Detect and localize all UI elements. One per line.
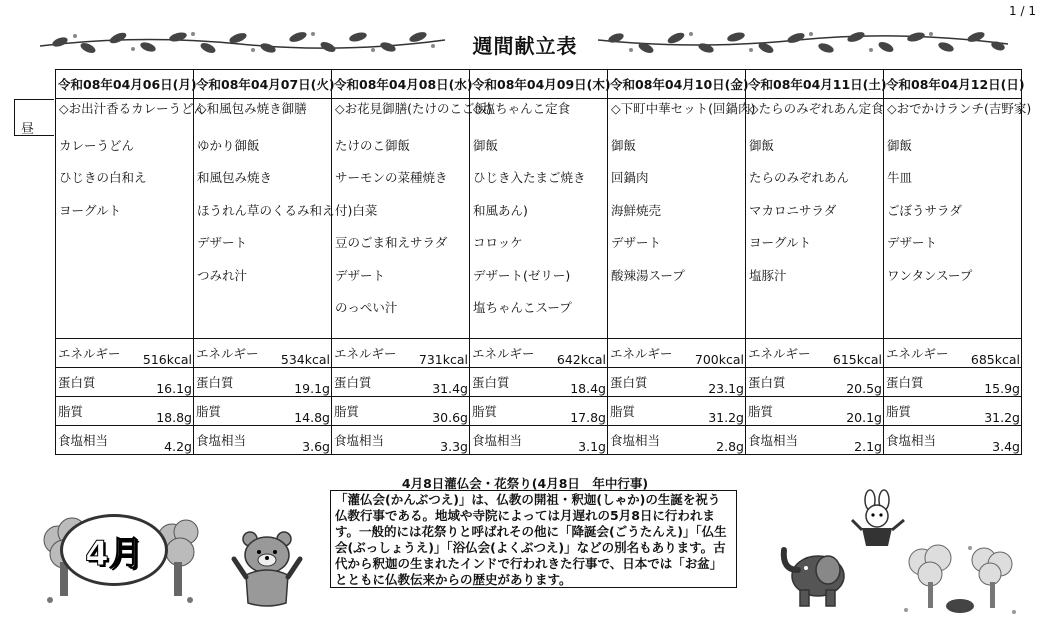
day-date: 令和08年04月11日(土) <box>746 70 884 99</box>
nutrient-label: 蛋白質 <box>332 368 406 397</box>
dish-item: ◇下町中華セット(回鍋肉) <box>611 101 756 116</box>
nutrient-label: エネルギー <box>56 339 130 368</box>
dish-item: 御飯 <box>473 137 499 153</box>
weekly-menu-table <box>55 69 1032 455</box>
energy-value: 731kcal <box>406 339 470 368</box>
dish-item: ◇お出汁香るカレーうどん <box>59 101 207 116</box>
event-notice-box: 「灌仏会(かんぶつえ)」は、仏教の開祖・釈迦(しゃか)の生誕を祝う仏教行事である。地域や寺院によっては月遅れの5月8日に行われます。一般的には花祭りと呼ばれその他に「降誕会(ごうたんえ)」「仏生会(ぶっしょうえ)」「浴仏会(よくぶつえ)」などの別名もあります。古代から釈迦の生まれたインドで行われきた行事で、日本では「お盆」とともに仏教伝来からの歴史があります。 <box>330 490 737 588</box>
protein-value: 20.5g <box>820 368 884 397</box>
nutrient-label: 蛋白質 <box>884 368 958 397</box>
salt-row <box>56 426 1022 455</box>
dish-item: つみれ汁 <box>197 267 248 283</box>
energy-value: 642kcal <box>544 339 608 368</box>
energy-value: 516kcal <box>130 339 194 368</box>
dish-item: ◇和風包み焼き御膳 <box>197 101 307 116</box>
dish-item: ヨーグルト <box>749 235 812 250</box>
day-dishes <box>470 99 608 339</box>
dish-item: ヨーグルト <box>59 202 122 218</box>
protein-value: 15.9g <box>958 368 1022 397</box>
nutrient-label: エネルギー <box>470 339 544 368</box>
nutrient-label: 蛋白質 <box>194 368 268 397</box>
dish-item: ワンタンスープ <box>887 267 973 283</box>
nutrient-label: 蛋白質 <box>56 368 130 397</box>
dish-item: たらのみぞれあん <box>749 170 850 185</box>
fat-row <box>56 397 1022 426</box>
dish-item: ◇たらのみぞれあん定食 <box>749 101 884 116</box>
nutrient-label: 脂質 <box>746 397 820 426</box>
dish-item: カレーうどん <box>59 137 135 153</box>
energy-value: 534kcal <box>268 339 332 368</box>
dish-item: コロッケ <box>473 235 523 250</box>
fat-value: 20.1g <box>820 397 884 426</box>
energy-value: 685kcal <box>958 339 1022 368</box>
dish-item: 回鍋肉 <box>611 170 649 185</box>
day-date: 令和08年04月09日(木) <box>470 70 608 99</box>
dish-item: たけのこ御飯 <box>335 137 411 153</box>
nutrient-label: 食塩相当 <box>194 426 268 455</box>
dish-item: 塩ちゃんこスープ <box>473 300 572 315</box>
day-dishes <box>884 99 1032 339</box>
rabbit-illustration <box>848 490 908 552</box>
page-number: 1 / 1 <box>1009 4 1036 18</box>
nutrient-label: 脂質 <box>470 397 544 426</box>
nutrient-label: 食塩相当 <box>56 426 130 455</box>
dish-item: ◇塩ちゃんこ定食 <box>473 101 571 116</box>
nutrient-label: 食塩相当 <box>470 426 544 455</box>
dish-item: サーモンの菜種焼き <box>335 170 448 185</box>
protein-value: 16.1g <box>130 368 194 397</box>
page-title: 週間献立表 <box>472 34 578 58</box>
energy-value: 700kcal <box>682 339 746 368</box>
nutrient-label: エネルギー <box>746 339 820 368</box>
salt-value: 3.4g <box>958 426 1022 455</box>
dish-item: 和風包み焼き <box>197 170 273 185</box>
date-header-row <box>56 70 1022 99</box>
fat-value: 17.8g <box>544 397 608 426</box>
protein-value: 23.1g <box>682 368 746 397</box>
day-dishes <box>194 99 335 339</box>
nutrient-label: エネルギー <box>332 339 406 368</box>
nutrient-label: 食塩相当 <box>608 426 682 455</box>
day-date: 令和08年04月12日(日) <box>884 70 1022 99</box>
dish-item: 豆のごま和えサラダ <box>335 235 448 250</box>
energy-row <box>56 339 1022 368</box>
dish-item: 御飯 <box>749 137 775 153</box>
protein-value: 31.4g <box>406 368 470 397</box>
month-badge: 4月 <box>60 514 168 586</box>
day-dishes <box>332 99 492 339</box>
fat-value: 14.8g <box>268 397 332 426</box>
dish-item: ひじき入たまご焼き <box>473 170 586 185</box>
protein-row <box>56 368 1022 397</box>
leaf-vine-decoration-right <box>598 28 1008 54</box>
day-dishes <box>608 99 756 339</box>
fat-value: 31.2g <box>682 397 746 426</box>
salt-value: 4.2g <box>130 426 194 455</box>
salt-value: 2.8g <box>682 426 746 455</box>
nutrient-label: 蛋白質 <box>746 368 820 397</box>
bear-illustration <box>232 525 302 610</box>
day-date: 令和08年04月10日(金) <box>608 70 746 99</box>
dish-item: ひじきの白和え <box>59 170 147 185</box>
day-date: 令和08年04月07日(火) <box>194 70 332 99</box>
nutrient-label: 食塩相当 <box>884 426 958 455</box>
fat-value: 30.6g <box>406 397 470 426</box>
dish-item: 塩豚汁 <box>749 267 787 283</box>
dish-item: 海鮮焼売 <box>611 202 662 218</box>
nutrient-label: 食塩相当 <box>332 426 406 455</box>
nutrient-label: 脂質 <box>608 397 682 426</box>
dishes-row <box>56 99 1022 339</box>
meal-label-lunch: 昼 <box>14 99 54 136</box>
dish-item: 付)白菜 <box>335 202 378 218</box>
dish-item: デザート <box>611 235 662 250</box>
elephant-illustration <box>778 540 853 610</box>
nutrient-label: 食塩相当 <box>746 426 820 455</box>
day-date: 令和08年04月06日(月) <box>56 70 194 99</box>
dish-item: 酸辣湯スープ <box>611 267 685 283</box>
dish-item: マカロニサラダ <box>749 202 837 218</box>
dish-item: デザート <box>335 267 386 283</box>
nutrient-label: 蛋白質 <box>608 368 682 397</box>
dish-item: デザート <box>887 235 938 250</box>
tree-illustration-right <box>900 540 1020 620</box>
dish-item: ◇おでかけランチ(吉野家) <box>887 101 1032 116</box>
dish-item: 牛皿 <box>887 170 913 185</box>
dish-item: 御飯 <box>887 137 913 153</box>
protein-value: 19.1g <box>268 368 332 397</box>
nutrient-label: 脂質 <box>194 397 268 426</box>
dish-item: のっぺい汁 <box>335 300 398 315</box>
energy-value: 615kcal <box>820 339 884 368</box>
dish-item: ◇お花見御膳(たけのこご飯) <box>335 101 492 116</box>
dish-item: 御飯 <box>611 137 637 153</box>
salt-value: 3.1g <box>544 426 608 455</box>
protein-value: 18.4g <box>544 368 608 397</box>
nutrient-label: 脂質 <box>332 397 406 426</box>
fat-value: 31.2g <box>958 397 1022 426</box>
day-dishes <box>56 99 207 339</box>
salt-value: 2.1g <box>820 426 884 455</box>
nutrient-label: 脂質 <box>884 397 958 426</box>
nutrient-label: 脂質 <box>56 397 130 426</box>
salt-value: 3.6g <box>268 426 332 455</box>
event-title: 4月8日灌仏会・花祭り(4月8日 年中行事) <box>401 476 649 491</box>
nutrient-label: エネルギー <box>194 339 268 368</box>
nutrient-label: エネルギー <box>884 339 958 368</box>
day-dishes <box>746 99 884 339</box>
dish-item: デザート <box>197 235 248 250</box>
day-date: 令和08年04月08日(水) <box>332 70 470 99</box>
nutrient-label: 蛋白質 <box>470 368 544 397</box>
nutrient-label: エネルギー <box>608 339 682 368</box>
salt-value: 3.3g <box>406 426 470 455</box>
dish-item: ゆかり御飯 <box>197 137 260 153</box>
dish-item: デザート(ゼリー) <box>473 267 571 283</box>
dish-item: 和風あん) <box>473 202 528 218</box>
fat-value: 18.8g <box>130 397 194 426</box>
dish-item: ごぼうサラダ <box>887 202 962 218</box>
dish-item: ほうれん草のくるみ和え <box>197 202 335 218</box>
